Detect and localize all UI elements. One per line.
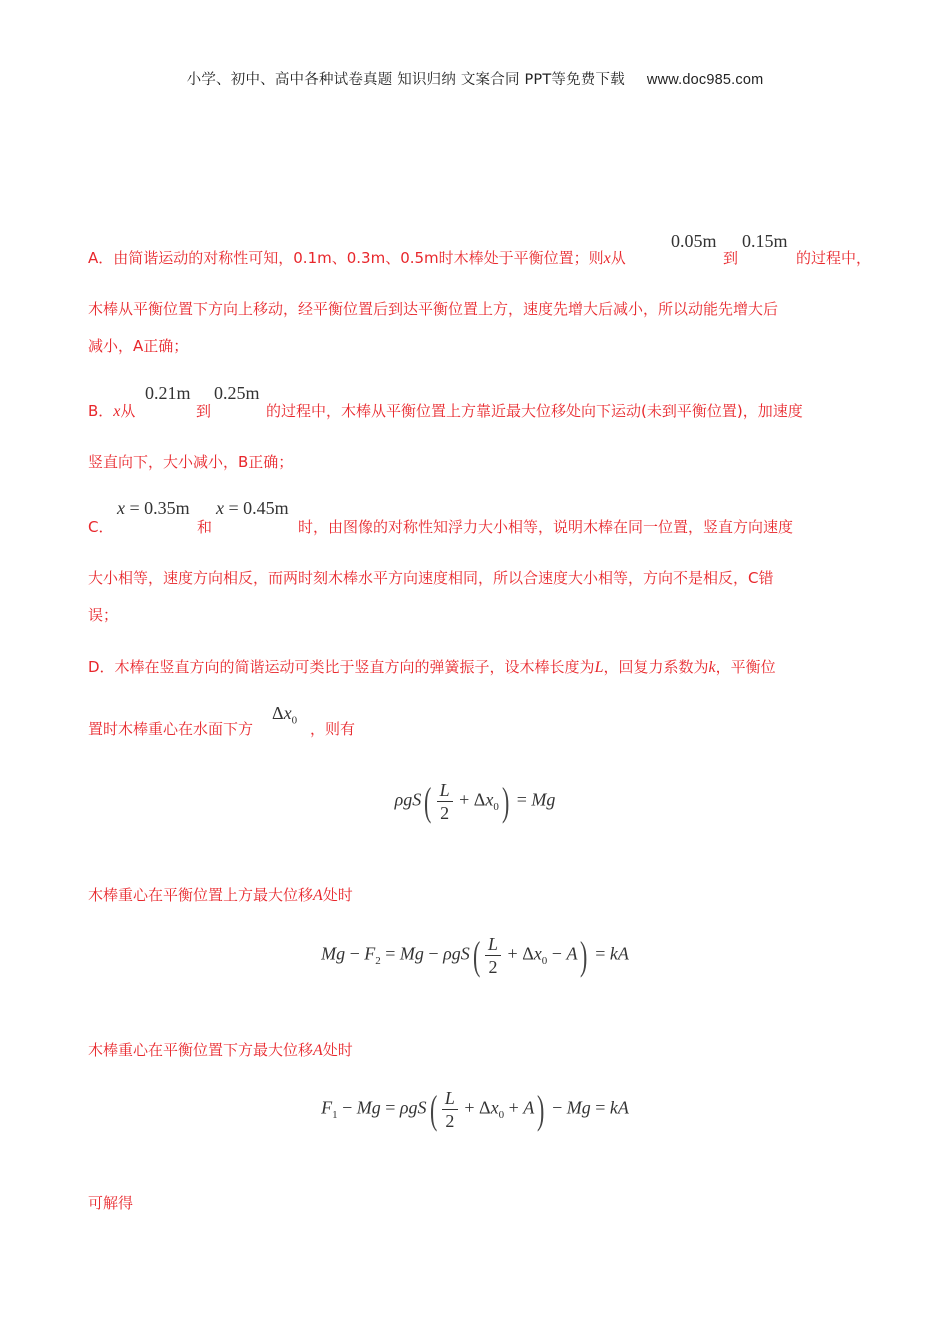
option-c-line3: 误；	[88, 606, 119, 624]
value-0-15m: 0.15m	[742, 231, 788, 251]
word-to: 到	[723, 249, 739, 267]
option-c-line1-tail: 时，由图像的对称性知浮力大小相等，说明木棒在同一位置，竖直方向速度	[298, 518, 794, 536]
equation-above: $Mg - F_2 = Mg - \rho gS$( $\frac{L}{2}$ + $\Delta x_0 - A$) = kA	[321, 933, 629, 978]
option-a-line1	[88, 247, 626, 268]
equation-below: $F_1 - Mg = \rho gS$( $\frac{L}{2}$ + $\Delta x_0 + A) - Mg$ = kA	[321, 1087, 629, 1132]
option-b-prefix: B．	[88, 402, 114, 420]
equation-x-0-45m: x = 0.45m	[216, 498, 289, 518]
page-header	[0, 68, 950, 89]
var-x: x	[113, 403, 121, 420]
equation-x-0-35m: x = 0.35m	[117, 498, 190, 518]
option-d-line1	[88, 656, 776, 677]
value-0-05m: 0.05m	[671, 231, 717, 251]
option-d-line2-text: 置时木棒重心在水面下方	[88, 720, 254, 738]
option-a-line3: 减小，A正确；	[88, 337, 189, 355]
conclusion-text: 可解得	[88, 1194, 134, 1212]
option-a-line2: 木棒从平衡位置下方向上移动，经平衡位置后到达平衡位置上方，速度先增大后减小，所以动能先增大后	[88, 300, 779, 318]
header-text: 小学、初中、高中各种试卷真题 知识归纳 文案合同 PPT等免费下载	[186, 72, 625, 88]
value-0-25m: 0.25m	[214, 383, 260, 403]
word-from: 从	[120, 402, 136, 420]
var-L: L	[594, 659, 604, 676]
value-0-21m: 0.21m	[145, 383, 191, 403]
option-b-line1-tail: 的过程中，木棒从平衡位置上方靠近最大位移处向下运动(未到平衡位置)，加速度	[266, 402, 803, 420]
option-d-line2	[88, 718, 253, 739]
option-d-mid: ，回复力系数为	[603, 658, 709, 676]
option-d-text: D．木棒在竖直方向的简谐运动可类比于竖直方向的弹簧振子，设木棒长度为	[88, 658, 595, 676]
var-k: k	[708, 659, 716, 676]
var-A: A	[313, 887, 323, 904]
header-site: www.doc985.com	[646, 72, 764, 88]
word-and: 和	[197, 518, 213, 536]
option-c-line2: 大小相等，速度方向相反，而两时刻木棒水平方向速度相同，所以合速度大小相等，方向不是相反，C错	[88, 569, 774, 587]
var-x: x	[603, 250, 611, 267]
option-d-line2-tail: ，则有	[310, 720, 356, 738]
option-d-line1-tail: ，平衡位	[715, 658, 776, 676]
option-c-prefix: C．	[88, 518, 114, 536]
option-b-line1	[88, 400, 135, 421]
option-b-line2: 竖直向下，大小减小，B正确；	[88, 453, 294, 471]
option-a-line1-tail: 的过程中，	[796, 249, 872, 267]
word-to: 到	[196, 402, 212, 420]
word-from: 从	[610, 249, 626, 267]
above-max-text: 木棒重心在平衡位置上方最大位移A处时	[88, 886, 353, 904]
option-a-text: A．由简谐运动的对称性可知，0.1m、0.3m、0.5m时木棒处于平衡位置；则	[88, 249, 604, 267]
below-max-text: 木棒重心在平衡位置下方最大位移A处时	[88, 1041, 353, 1059]
delta-x0-symbol: $\Delta x_0$	[272, 703, 298, 727]
var-A: A	[313, 1042, 323, 1059]
equation-equilibrium: ρgS( $\frac{L}{2}$ + $\Delta x_0) = Mg$	[394, 779, 556, 824]
